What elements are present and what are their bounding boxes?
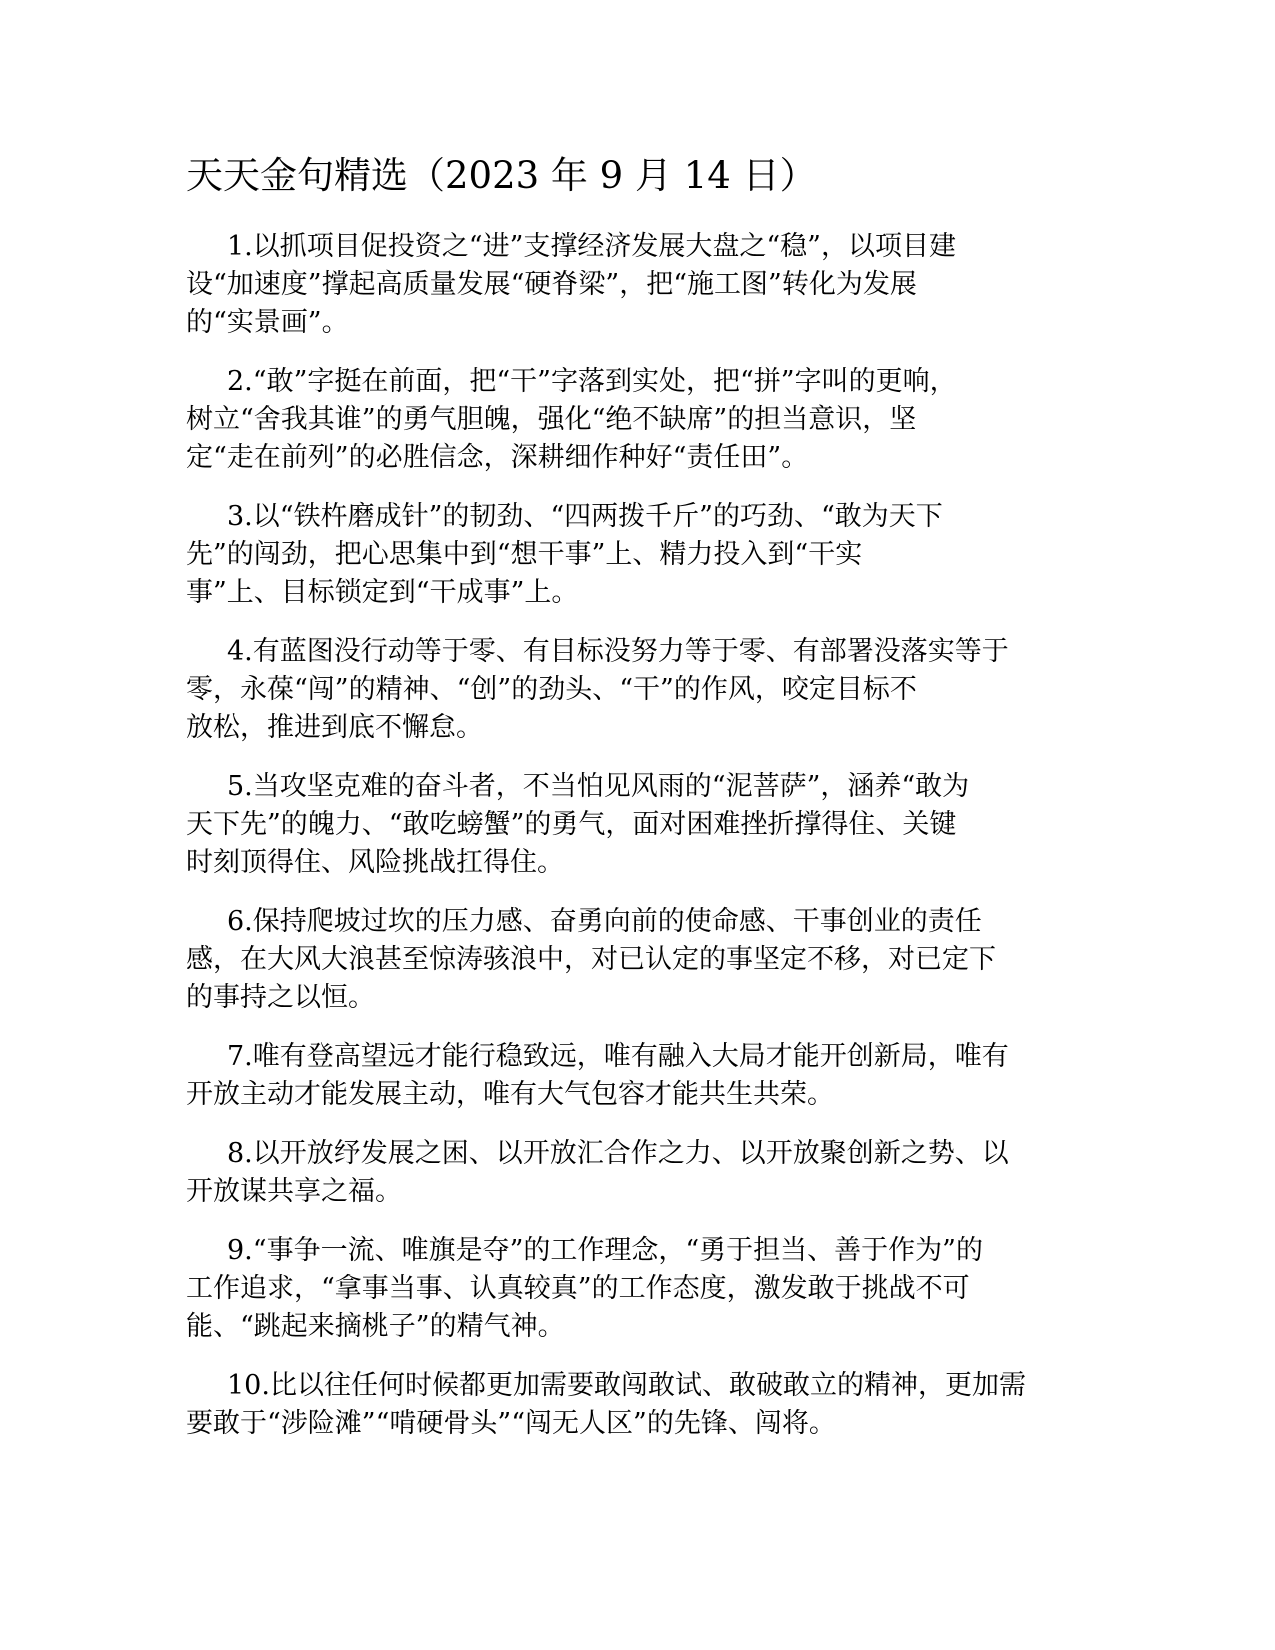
paragraph-line: 树立“舍我其谁”的勇气胆魄，强化“绝不缺席”的担当意识，坚: [186, 404, 917, 435]
paragraph-line: 要敢于“涉险滩”“啃硬骨头”“闯无人区”的先锋、闯将。: [186, 1408, 836, 1439]
paragraph-7: [186, 1038, 1086, 1114]
paragraph-line: 先”的闯劲，把心思集中到“想干事”上、精力投入到“干实: [186, 539, 863, 570]
paragraph-line: 开放谋共享之福。: [186, 1176, 402, 1207]
paragraph-4: [186, 633, 1086, 747]
paragraph-5: [186, 768, 1086, 882]
paragraph-line: 5.当攻坚克难的奋斗者，不当怕见风雨的“泥菩萨”，涵养“敢为: [227, 771, 970, 802]
paragraph-3: [186, 498, 1086, 612]
paragraph-line: 的“实景画”。: [186, 307, 349, 338]
paragraph-line: 2.“敢”字挺在前面，把“干”字落到实处，把“拼”字叫的更响，: [227, 366, 957, 397]
paragraph-line: 开放主动才能发展主动，唯有大气包容才能共生共荣。: [186, 1079, 834, 1110]
paragraph-10: [186, 1367, 1086, 1443]
paragraph-line: 天下先”的魄力、“敢吃螃蟹”的勇气，面对困难挫折撑得住、关键: [186, 809, 957, 840]
paragraph-line: 定“走在前列”的必胜信念，深耕细作种好“责任田”。: [186, 442, 809, 473]
paragraph-line: 3.以“铁杵磨成针”的韧劲、“四两拨千斤”的巧劲、“敢为天下: [227, 501, 943, 532]
paragraph-line: 放松，推进到底不懈怠。: [186, 712, 483, 743]
paragraph-8: [186, 1135, 1086, 1211]
document-body: [186, 228, 1086, 1464]
paragraph-line: 时刻顶得住、风险挑战扛得住。: [186, 847, 564, 878]
paragraph-line: 8.以开放纾发展之困、以开放汇合作之力、以开放聚创新之势、以: [227, 1138, 1009, 1169]
paragraph-line: 事”上、目标锁定到“干成事”上。: [186, 577, 579, 608]
paragraph-line: 零，永葆“闯”的精神、“创”的劲头、“干”的作风，咬定目标不: [186, 674, 917, 705]
paragraph-line: 7.唯有登高望远才能行稳致远，唯有融入大局才能开创新局，唯有: [227, 1041, 1009, 1072]
paragraph-line: 4.有蓝图没行动等于零、有目标没努力等于零、有部署没落实等于: [227, 636, 1009, 667]
paragraph-6: [186, 903, 1086, 1017]
paragraph-line: 设“加速度”撑起高质量发展“硬脊梁”，把“施工图”转化为发展: [186, 269, 917, 300]
paragraph-line: 9.“事争一流、唯旗是夺”的工作理念，“勇于担当、善于作为”的: [227, 1235, 983, 1266]
paragraph-line: 的事持之以恒。: [186, 982, 375, 1013]
paragraph-line: 10.比以往任何时候都更加需要敢闯敢试、敢破敢立的精神，更加需: [227, 1370, 1026, 1401]
paragraph-9: [186, 1232, 1086, 1346]
paragraph-1: [186, 228, 1086, 342]
paragraph-2: [186, 363, 1086, 477]
document-title: 天天金句精选（2023 年 9 月 14 日）: [186, 154, 817, 197]
paragraph-line: 6.保持爬坡过坎的压力感、奋勇向前的使命感、干事创业的责任: [227, 906, 982, 937]
paragraph-line: 1.以抓项目促投资之“进”支撑经济发展大盘之“稳”，以项目建: [227, 231, 956, 262]
paragraph-line: 能、“跳起来摘桃子”的精气神。: [186, 1311, 565, 1342]
paragraph-line: 感，在大风大浪甚至惊涛骇浪中，对已认定的事坚定不移，对已定下: [186, 944, 996, 975]
paragraph-line: 工作追求，“拿事当事、认真较真”的工作态度，激发敢于挑战不可: [186, 1273, 970, 1304]
